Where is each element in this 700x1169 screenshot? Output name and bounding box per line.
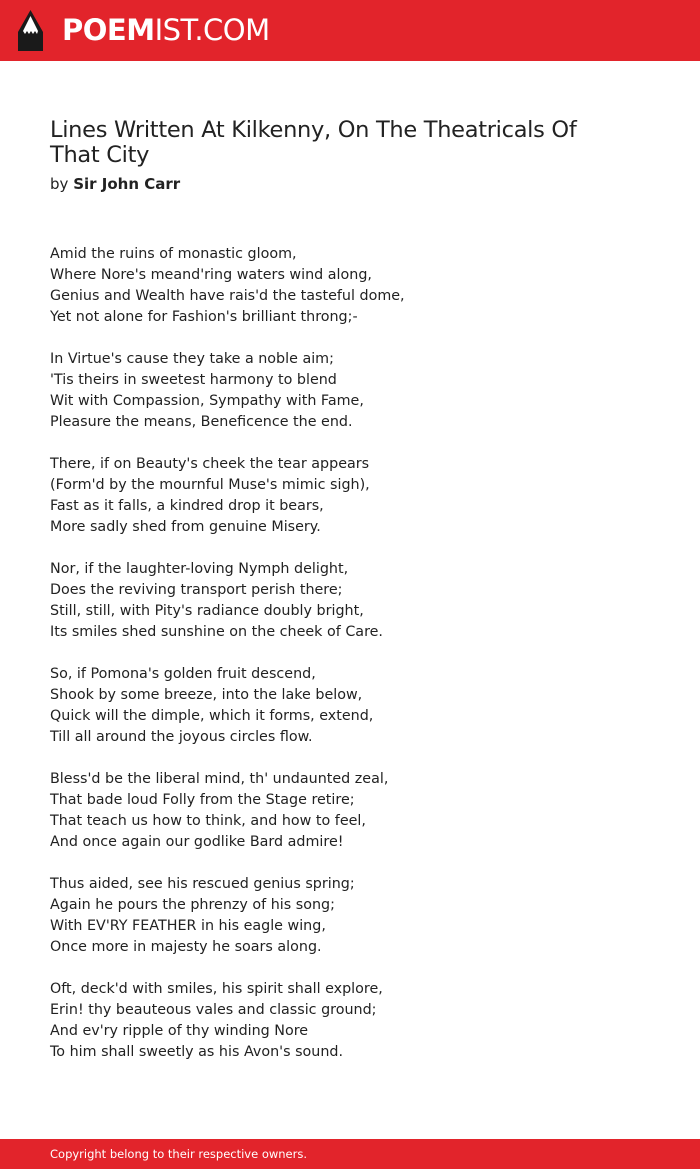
poem-line: 'Tis theirs in sweetest harmony to blend [50, 372, 337, 388]
poem-line: Shook by some breeze, into the lake below, [50, 687, 363, 703]
poem-line: That bade loud Folly from the Stage retire; [50, 792, 355, 808]
poem-line: And once again our godlike Bard admire! [50, 834, 344, 850]
poem-line: Where Nore's meand'ring waters wind along, [50, 267, 372, 283]
poem-line: (Form'd by the mournful Muse's mimic sigh), [50, 477, 370, 493]
stanza [50, 349, 610, 433]
stanza [50, 874, 610, 958]
poem-line: Does the reviving transport perish there; [50, 582, 343, 598]
stanza [50, 454, 610, 538]
author-name: Sir John Carr [73, 175, 181, 193]
poem-line: Bless'd be the liberal mind, th' undaunted zeal, [50, 771, 389, 787]
brand-light: IST.COM [154, 13, 270, 47]
poem-line: So, if Pomona's golden fruit descend, [50, 666, 316, 682]
poem-line: Still, still, with Pity's radiance doubly bright, [50, 603, 364, 619]
poem-line: Thus aided, see his rescued genius spring; [50, 876, 355, 892]
poem-line: Till all around the joyous circles flow. [50, 729, 313, 745]
poem-line: Fast as it falls, a kindred drop it bears, [50, 498, 324, 514]
byline [50, 173, 180, 195]
stanza [50, 559, 610, 643]
site-logo-text[interactable] [62, 11, 270, 49]
stanza [50, 979, 610, 1063]
poem-line: Quick will the dimple, which it forms, extend, [50, 708, 374, 724]
poem-line: Amid the ruins of monastic gloom, [50, 246, 297, 262]
poem-body [50, 244, 610, 1084]
poem-line: With EV'RY FEATHER in his eagle wing, [50, 918, 326, 934]
poem-line: Yet not alone for Fashion's brilliant throng;- [50, 309, 358, 325]
poem-line: Once more in majesty he soars along. [50, 939, 322, 955]
poem-line: More sadly shed from genuine Misery. [50, 519, 321, 535]
stanza [50, 769, 610, 853]
site-footer [0, 1139, 700, 1169]
poem-line: In Virtue's cause they take a noble aim; [50, 351, 334, 367]
by-label: by [50, 175, 69, 193]
copyright-text: Copyright belong to their respective owners. [50, 1147, 308, 1161]
stanza [50, 244, 610, 328]
poem-line: Oft, deck'd with smiles, his spirit shall explore, [50, 981, 383, 997]
poem-line: That teach us how to think, and how to feel, [50, 813, 366, 829]
poem-line: Nor, if the laughter-loving Nymph delight, [50, 561, 349, 577]
site-header [0, 0, 700, 61]
stanza [50, 664, 610, 748]
poem-line: Its smiles shed sunshine on the cheek of Care. [50, 624, 383, 640]
poem-line: Erin! thy beauteous vales and classic ground; [50, 1002, 377, 1018]
poem-line: Wit with Compassion, Sympathy with Fame, [50, 393, 364, 409]
brand-bold: POEM [62, 13, 155, 47]
pen-nib-icon[interactable] [18, 10, 43, 51]
poem-line: Genius and Wealth have rais'd the tasteful dome, [50, 288, 405, 304]
poem-line: To him shall sweetly as his Avon's sound. [50, 1044, 344, 1060]
poem-title: Lines Written At Kilkenny, On The Theatricals Of That City [50, 117, 577, 168]
poem-line: Again he pours the phrenzy of his song; [50, 897, 335, 913]
poem-line: Pleasure the means, Beneficence the end. [50, 414, 353, 430]
poem-line: There, if on Beauty's cheek the tear appears [50, 456, 370, 472]
poem-line: And ev'ry ripple of thy winding Nore [50, 1023, 309, 1039]
